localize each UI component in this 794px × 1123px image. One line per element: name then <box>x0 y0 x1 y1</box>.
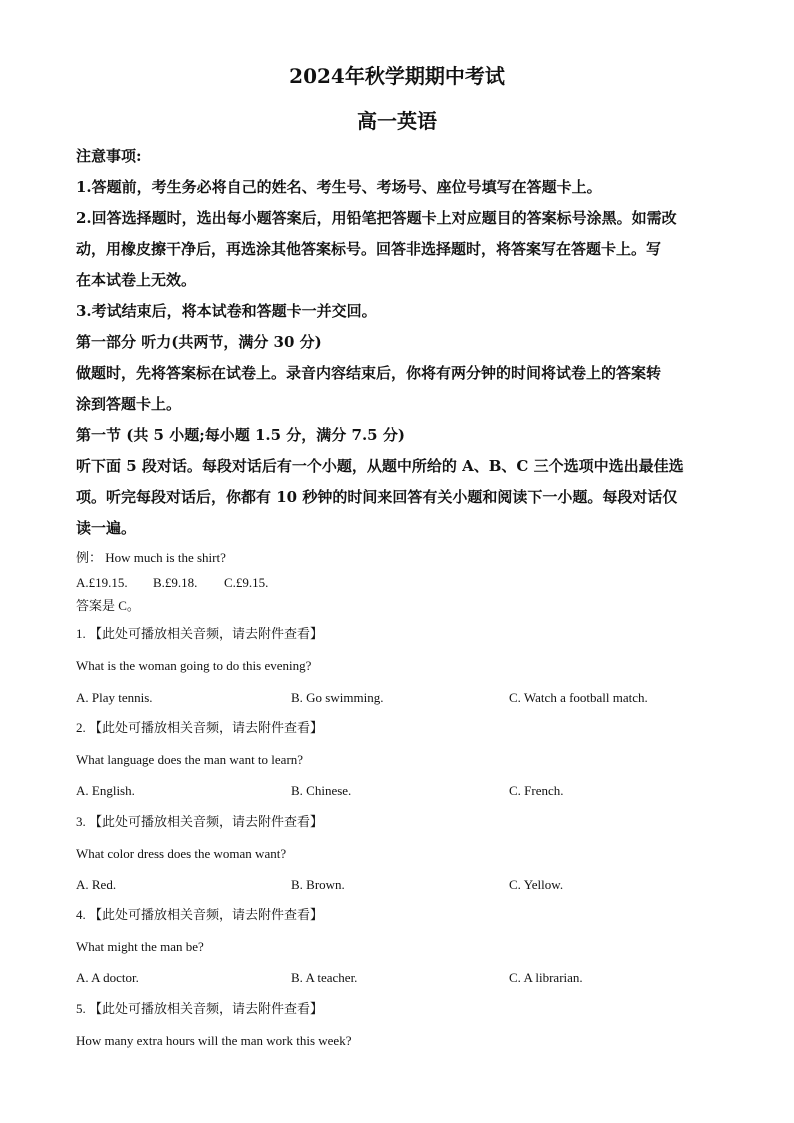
section1-intro <box>76 451 726 544</box>
question-1-text: What is the woman going to do this evening? <box>76 658 312 673</box>
example-option-a: A.£19.15. <box>76 575 128 590</box>
example-question: 例： How much is the shirt? <box>76 550 226 565</box>
question-3-option-c: C. Yellow. <box>509 877 564 892</box>
part1-intro <box>76 358 726 420</box>
question-1-option-c: C. Watch a football match. <box>509 690 648 705</box>
question-2-option-b: B. Chinese. <box>291 783 352 798</box>
question-3-text: What color dress does the woman want? <box>76 846 287 861</box>
section1-intro-line: 听下面 5 段对话。每段对话后有一个小题，从题中所给的 A、B、C 三个选项中选出最佳选 <box>76 457 684 475</box>
question-4-option-b: B. A teacher. <box>291 970 358 985</box>
question-5-audio[interactable]: 5. 【此处可播放相关音频，请去附件查看】 <box>76 1001 324 1016</box>
section1-intro-line: 项。听完每段对话后，你都有 10 秒钟的时间来回答有关小题和阅读下一小题。每段对话仅 <box>76 488 678 506</box>
question-2-option-c: C. French. <box>509 783 564 798</box>
notice-item-2-line: 2.回答选择题时，选出每小题答案后，用铅笔把答题卡上对应题目的答案标号涂黑。如需改 <box>76 209 677 227</box>
example-answer: 答案是 C。 <box>76 598 140 613</box>
part1-intro-line: 涂到答题卡上。 <box>76 395 182 413</box>
section1-heading: 第一节 (共 5 小题;每小题 1.5 分，满分 7.5 分) <box>76 426 405 444</box>
question-1-audio[interactable]: 1. 【此处可播放相关音频，请去附件查看】 <box>76 626 324 641</box>
part1-heading: 第一部分 听力(共两节，满分 30 分) <box>76 333 322 351</box>
example-option-c: C.£9.15. <box>224 575 269 590</box>
notice-item-2 <box>76 203 726 296</box>
example-option-b: B.£9.18. <box>153 575 198 590</box>
section1-intro-line: 读一遍。 <box>76 519 137 537</box>
notice-item-2-line: 在本试卷上无效。 <box>76 271 197 289</box>
notice-item-2-line: 动，用橡皮擦干净后，再选涂其他答案标号。回答非选择题时，将答案写在答题卡上。写 <box>76 240 662 258</box>
question-5-text: How many extra hours will the man work this week? <box>76 1033 352 1048</box>
question-3-option-b: B. Brown. <box>291 877 345 892</box>
question-4-option-a: A. A doctor. <box>76 970 139 985</box>
question-1-option-a: A. Play tennis. <box>76 690 153 705</box>
notice-item-3: 3.考试结束后，将本试卷和答题卡一并交回。 <box>76 302 377 320</box>
question-3-option-a: A. Red. <box>76 877 117 892</box>
question-2-audio[interactable]: 2. 【此处可播放相关音频，请去附件查看】 <box>76 720 324 735</box>
question-2-option-a: A. English. <box>76 783 135 798</box>
exam-subject: 高一英语 <box>357 109 437 133</box>
part1-intro-line: 做题时，先将答案标在试卷上。录音内容结束后，你将有两分钟的时间将试卷上的答案转 <box>76 364 662 382</box>
exam-title: 2024年秋学期期中考试 <box>289 64 505 88</box>
question-4-audio[interactable]: 4. 【此处可播放相关音频，请去附件查看】 <box>76 907 324 922</box>
question-1-option-b: B. Go swimming. <box>291 690 384 705</box>
question-4-option-c: C. A librarian. <box>509 970 583 985</box>
notice-heading: 注意事项: <box>76 147 142 165</box>
notice-item-1: 1.答题前，考生务必将自己的姓名、考生号、考场号、座位号填写在答题卡上。 <box>76 178 602 196</box>
question-2-text: What language does the man want to learn? <box>76 752 304 767</box>
question-3-audio[interactable]: 3. 【此处可播放相关音频，请去附件查看】 <box>76 814 324 829</box>
question-4-text: What might the man be? <box>76 939 204 954</box>
